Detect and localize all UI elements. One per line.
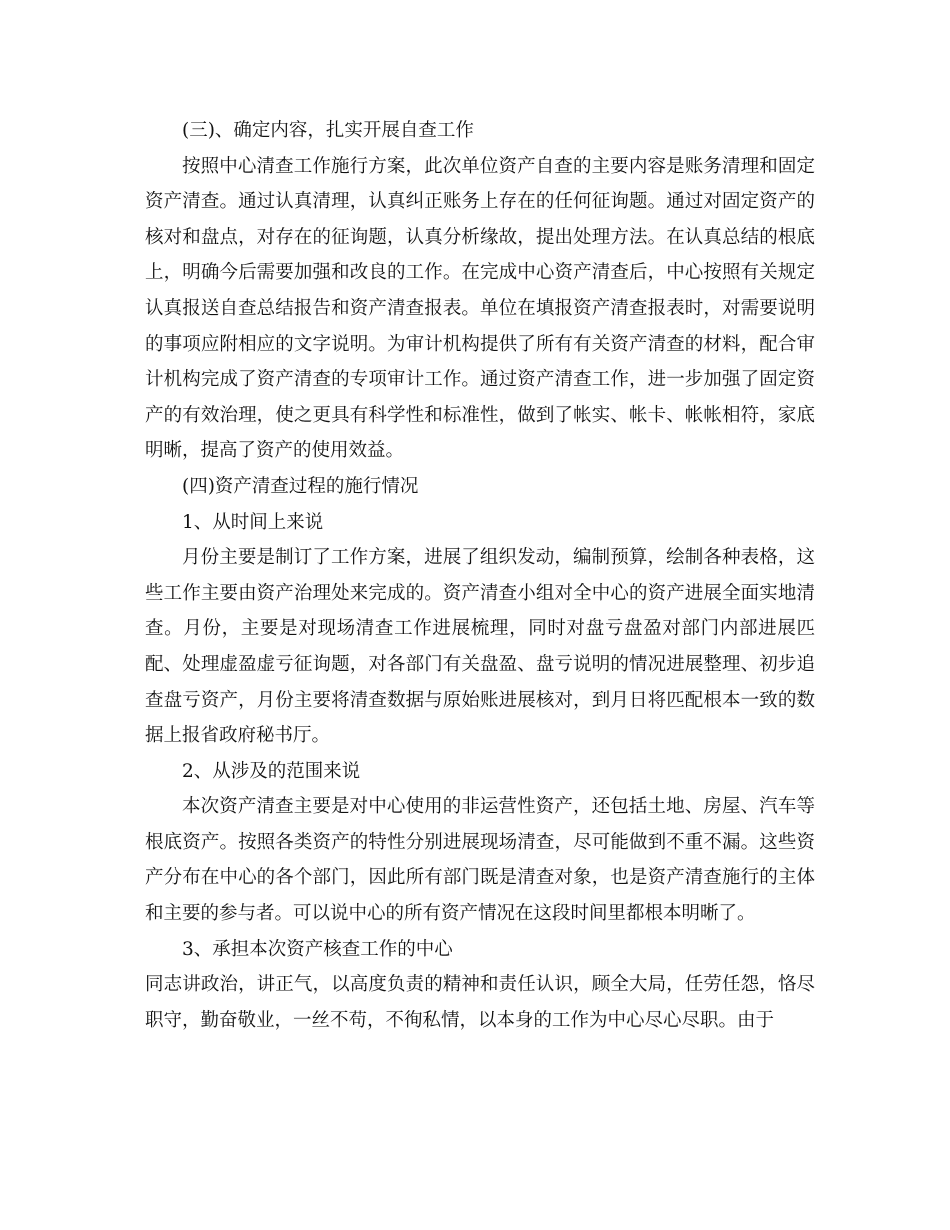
body-paragraph: 月份主要是制订了工作方案，进展了组织发动，编制预算，绘制各种表格，这些工作主要由资产治理处来完成的。资产清查小组对全中心的资产进展全面实地清查。月份，主要是对现场清查工作进展梳理，同时对盘亏盘盈对部门内部进展匹配、处理虚盈虚亏征询题，对各部门有关盘盈、盘亏说明的情况进展整理、初步追查盘亏资产，月份主要将清查数据与原始账进展核对，到月日将匹配根本一致的数据上报省政府秘书厅。 (145, 547, 815, 747)
subheading-time: 1、从时间上来说 (182, 511, 324, 533)
body-paragraph: 按照中心清查工作施行方案，此次单位资产自查的主要内容是账务清理和固定资产清查。通过认真清理，认真纠正账务上存在的任何征询题。通过对固定资产的核对和盘点，对存在的征询题，认真分析缘故，提出处理方法。在认真总结的根底上，明确今后需要加强和改良的工作。在完成中心资产清查后，中心按照有关规定认真报送自查总结报告和资产清查报表。单位在填报资产清查报表时，对需要说明的事项应附相应的文字说明。为审计机构提供了所有有关资产清查的材料，配合审计机构完成了资产清查的专项审计工作。通过资产清查工作，进一步加强了固定资产的有效治理，使之更具有科学性和标准性，做到了帐实、帐卡、帐帐相符，家底明晰，提高了资产的使用效益。 (145, 155, 815, 462)
body-paragraph: 本次资产清查主要是对中心使用的非运营性资产，还包括土地、房屋、汽车等根底资产。按照各类资产的特性分别进展现场清查，尽可能做到不重不漏。这些资产分布在中心的各个部门，因此所有部门既是清查对象，也是资产清查施行的主体和主要的参与者。可以说中心的所有资产情况在这段时间里都根本明晰了。 (145, 796, 815, 925)
subheading-scope: 2、从涉及的范围来说 (182, 760, 361, 782)
section-heading-4: (四)资产清查过程的施行情况 (182, 475, 419, 497)
section-heading-3: (三)、确定内容，扎实开展自查工作 (182, 120, 474, 141)
document-body (145, 113, 815, 1038)
subheading-center: 3、承担本次资产核查工作的中心 (182, 938, 453, 960)
body-paragraph: 同志讲政治，讲正气，以高度负责的精神和责任认识，顾全大局，任劳任怨，恪尽职守，勤奋敬业，一丝不苟，不徇私情，以本身的工作为中心尽心尽职。由于 (145, 974, 815, 1031)
